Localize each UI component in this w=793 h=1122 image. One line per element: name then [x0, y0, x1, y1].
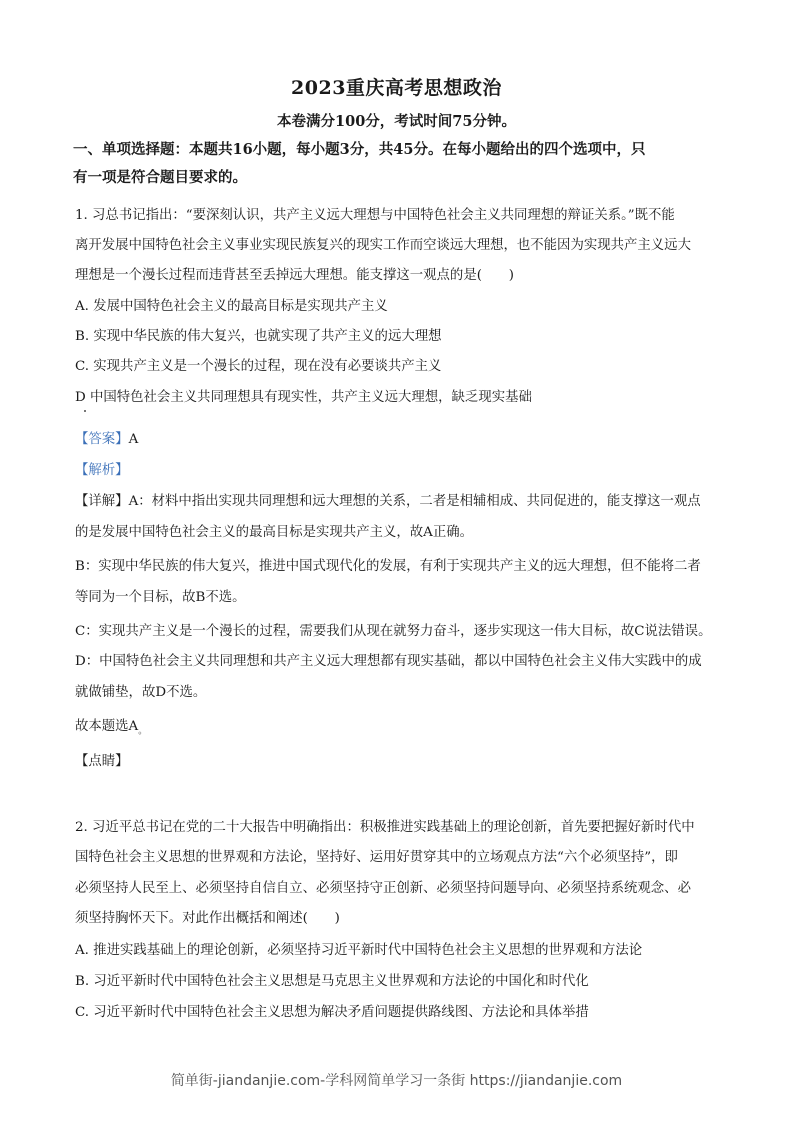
q2-option-c: C. 习近平新时代中国特色社会主义思想为解决矛盾问题提供路线图、方法论和具体举措: [75, 1005, 589, 1020]
conclusion-period: 。: [138, 726, 148, 737]
page-title: 2023重庆高考思想政治: [291, 77, 502, 99]
q1-analysis-label: 【解析】: [75, 463, 129, 478]
answer-label: 【答案】: [75, 432, 129, 447]
q1-comment-label: 【点睛】: [75, 754, 129, 769]
q1-detail-line-3: B：实现中华民族的伟大复兴，推进中国式现代化的发展，有利于实现共产主义的远大理想，但不能将二者: [75, 559, 701, 574]
q1-detail-line-5: C：实现共产主义是一个漫长的过程，需要我们从现在就努力奋斗，逐步实现这一伟大目标，故C说法错误。: [75, 624, 712, 639]
detail-text: A：材料中指出实现共同理想和远大理想的关系，二者是相辅相成、共同促进的，能支撑这一观点: [128, 494, 701, 509]
q2-stem-line-3: 必须坚持人民至上、必须坚持自信自立、必须坚持守正创新、必须坚持问题导向、必须坚持系统观念、必: [75, 881, 691, 896]
q1-conclusion: [75, 717, 147, 742]
q2-stem-line-4: 须坚持胸怀天下。对此作出概括和阐述( ): [75, 911, 340, 926]
q1-stem-line-3: 理想是一个漫长过程而违背甚至丢掉远大理想。能支撑这一观点的是( ): [75, 268, 514, 283]
q2-stem-line-2: 国特色社会主义思想的世界观和方法论，坚持好、运用好贯穿其中的立场观点方法“六个必须坚持”，即: [75, 850, 678, 865]
stray-dot: [84, 410, 86, 412]
section-heading-line-1: 一、单项选择题：本题共16小题，每小题3分，共45分。在每小题给出的四个选项中，只: [73, 141, 646, 158]
detail-label: 【详解】: [75, 494, 129, 509]
q1-detail-line-1: [75, 492, 701, 512]
footer-watermark: 简单街-jiandanjie.com-学科网简单学习一条街 https://jiandanjie.com: [170, 1073, 623, 1089]
q1-detail-line-4: 等同为一个目标，故B不选。: [75, 590, 246, 605]
q1-detail-line-6: D：中国特色社会主义共同理想和共产主义远大理想都有现实基础，都以中国特色社会主义伟大实践中的成: [75, 654, 702, 669]
q2-option-b: B. 习近平新时代中国特色社会主义思想是马克思主义世界观和方法论的中国化和时代化: [75, 974, 589, 989]
conclusion-text: 故本题选A: [75, 719, 139, 734]
section-heading-line-2: 有一项是符合题目要求的。: [73, 169, 247, 186]
q1-answer: [75, 430, 138, 450]
q1-stem-line-2: 离开发展中国特色社会主义事业实现民族复兴的现实工作而空谈远大理想，也不能因为实现共产主义远大: [75, 238, 691, 253]
q1-detail-line-2: 的是发展中国特色社会主义的最高目标是实现共产主义，故A正确。: [75, 525, 473, 540]
answer-value: A: [128, 432, 139, 447]
q1-option-b: B. 实现中华民族的伟大复兴，也就实现了共产主义的远大理想: [75, 329, 442, 344]
q2-stem-line-1: 2. 习近平总书记在党的二十大报告中明确指出：积极推进实践基础上的理论创新，首先要把握好新时代中: [75, 820, 695, 835]
q2-option-a: A. 推进实践基础上的理论创新，必须坚持习近平新时代中国特色社会主义思想的世界观和方法论: [75, 943, 643, 958]
page-subtitle: 本卷满分100分，考试时间75分钟。: [277, 113, 516, 130]
q1-option-c: C. 实现共产主义是一个漫长的过程，现在没有必要谈共产主义: [75, 359, 442, 374]
q1-detail-line-7: 就做铺垫，故D不选。: [75, 685, 207, 700]
q1-stem-line-1: 1. 习总书记指出：“要深刻认识，共产主义远大理想与中国特色社会主义共同理想的辩证关系。”既不能: [75, 208, 675, 223]
q1-option-a: A. 发展中国特色社会主义的最高目标是实现共产主义: [75, 299, 388, 314]
q1-option-d: D 中国特色社会主义共同理想具有现实性，共产主义远大理想，缺乏现实基础: [75, 390, 532, 405]
section-heading: [73, 136, 723, 192]
